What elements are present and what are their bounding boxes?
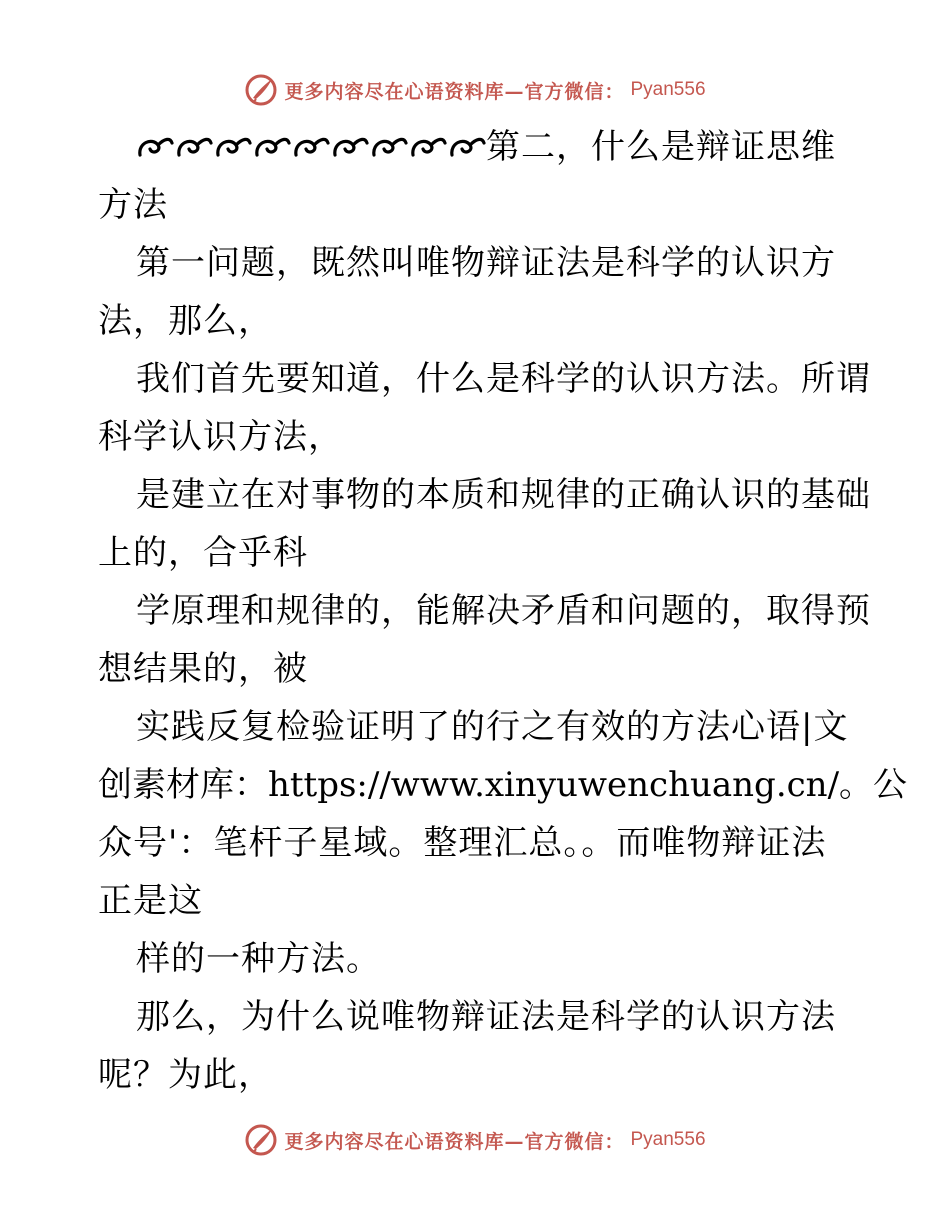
header-banner-id: Pyan556 (630, 79, 706, 100)
swirl-ornament-icon (136, 131, 486, 161)
text-line: 科学认识方法， (98, 417, 343, 457)
text-line: 想结果的，被 (98, 649, 308, 689)
heading-text: 第二，什么是辩证思维 (486, 127, 836, 167)
text-line: 第一问题，既然叫唯物辩证法是科学的认识方 (136, 243, 836, 283)
footer-banner (0, 1120, 950, 1160)
feather-pen-logo-icon (244, 73, 278, 107)
header-banner-text: 更多内容尽在心语资料库—官方微信： (284, 80, 625, 103)
text-line: 上的，合乎科 (98, 533, 308, 573)
text-line: 学原理和规律的，能解决矛盾和问题的，取得预 (136, 591, 871, 631)
heading-line (98, 118, 858, 176)
document-body (98, 118, 908, 1104)
text-line: 方法 (98, 185, 168, 225)
text-line: 呢？为此， (98, 1055, 273, 1095)
text-line: 样的一种方法。 (136, 939, 381, 979)
text-line: 法，那么， (98, 301, 273, 341)
header-banner (0, 70, 950, 110)
text-line: 我们首先要知道，什么是科学的认识方法。所谓 (136, 359, 871, 399)
text-line: 是建立在对事物的本质和规律的正确认识的基础 (136, 475, 871, 515)
text-line: 实践反复检验证明了的行之有效的方法心语|文 (136, 707, 849, 747)
text-line: 正是这 (98, 881, 203, 921)
footer-banner-id: Pyan556 (630, 1129, 706, 1150)
text-line: 那么，为什么说唯物辩证法是科学的认识方法 (136, 997, 836, 1037)
text-line: 创素材库：https://www.xinyuwenchuang.cn/。公 (98, 765, 908, 805)
feather-pen-logo-icon (244, 1123, 278, 1157)
footer-banner-text: 更多内容尽在心语资料库—官方微信： (284, 1130, 625, 1153)
text-line: 众号'：笔杆子星域。整理汇总。。而唯物辩证法 (98, 823, 827, 863)
